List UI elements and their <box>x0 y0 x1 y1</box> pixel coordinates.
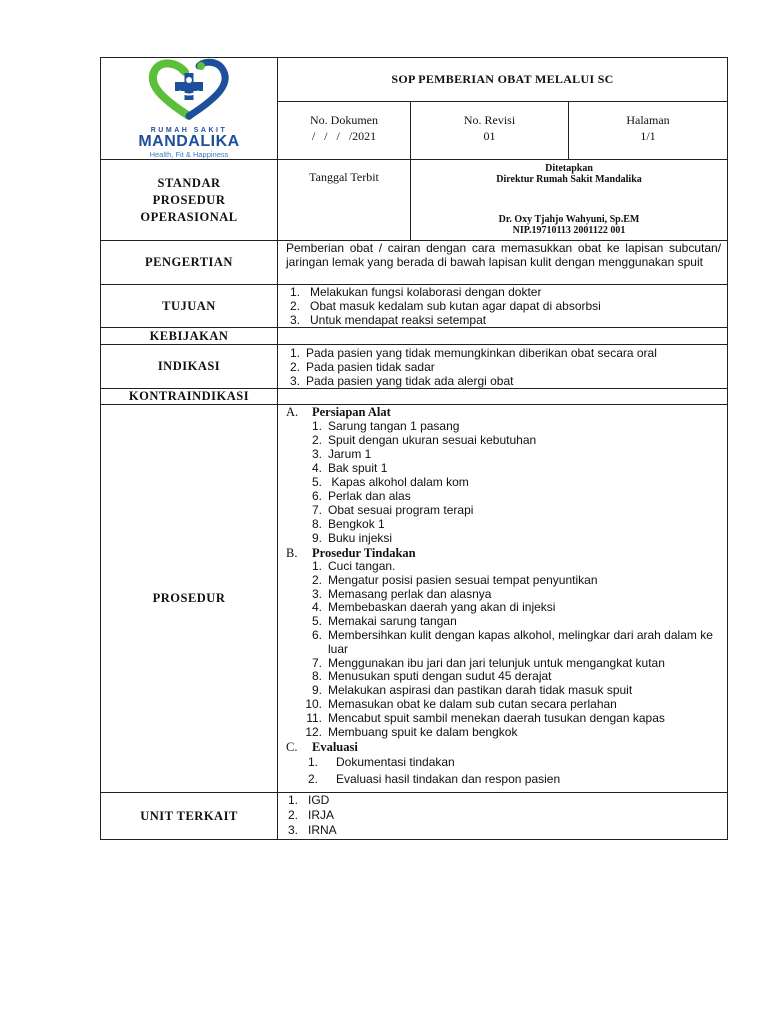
list-item-number: 2. <box>287 808 298 822</box>
list-item-number: 3. <box>287 823 298 837</box>
ditetapkan-cell <box>411 160 728 241</box>
list-item-text: Bengkok 1 <box>328 517 385 531</box>
list-item-text: Cuci tangan. <box>328 559 396 573</box>
section-c-letter: C. <box>286 740 298 755</box>
list-item-number: 3. <box>289 313 300 327</box>
list-item-text: Buku injeksi <box>328 531 393 545</box>
list-item-text: Mengatur posisi pasien sesuai tempat penyuntikan <box>328 572 598 587</box>
list-item-number: 1. <box>311 559 322 573</box>
list-item-number: 10. <box>305 696 322 711</box>
list-item-number: 1. <box>289 285 300 299</box>
list-item-text: Untuk mendapat reaksi setempat <box>310 313 487 327</box>
list-item-number: 2. <box>311 572 322 587</box>
unit-terkait-label: UNIT TERKAIT <box>101 793 278 840</box>
section-a-title: Persiapan Alat <box>312 405 391 419</box>
sop-table <box>100 57 728 840</box>
logo-line2: MANDALIKA <box>138 133 240 150</box>
list-item-text: Melakukan aspirasi dan pastikan darah tidak masuk spuit <box>328 683 633 698</box>
logo-tagline: Health, Fit & Happiness <box>149 150 229 159</box>
list-item-number: 5. <box>311 614 322 629</box>
list-item <box>286 285 727 299</box>
list-item-number: 1. <box>307 755 318 770</box>
list-item <box>300 771 727 788</box>
list-item-text: Evaluasi hasil tindakan dan respon pasien <box>336 771 561 786</box>
list-item <box>298 489 727 503</box>
indikasi-list-cell <box>278 345 728 389</box>
list-item-number: 9. <box>311 531 322 545</box>
list-item-number: 4. <box>311 600 322 615</box>
list-item <box>290 670 719 684</box>
tanggal-terbit-cell <box>278 160 411 241</box>
list-item <box>286 346 727 360</box>
list-item <box>300 754 727 771</box>
list-item-number: 6. <box>311 489 322 503</box>
list-item-text: Pada pasien yang tidak memungkinkan diberikan obat secara oral <box>306 346 657 360</box>
list-item <box>298 447 727 461</box>
kontraindikasi-label: KONTRAINDIKASI <box>101 389 278 405</box>
kebijakan-label: KEBIJAKAN <box>101 328 278 345</box>
list-item-text: Melakukan fungsi kolaborasi dengan dokter <box>310 285 542 299</box>
list-item <box>290 588 719 602</box>
list-item <box>284 823 727 838</box>
list-item-number: 11. <box>306 710 322 725</box>
section-c-title: Evaluasi <box>312 740 358 755</box>
list-item-number: 8. <box>311 669 322 684</box>
list-item <box>290 698 719 712</box>
list-item-number: 2. <box>289 360 300 374</box>
list-item <box>290 601 719 615</box>
list-item-number: 8. <box>311 517 322 531</box>
list-item-number: 7. <box>311 655 322 670</box>
list-item-text: Obat masuk kedalam sub kutan agar dapat di absorbsi <box>310 299 601 313</box>
revisi-label: No. Revisi <box>463 113 516 128</box>
tanggal-terbit-label: Tanggal Terbit <box>309 170 379 184</box>
sop-label-line1: STANDAR <box>157 175 221 190</box>
list-item-text: Membuang spuit ke dalam bengkok <box>328 724 518 739</box>
list-item-number: 7. <box>311 503 322 517</box>
list-item <box>290 657 719 671</box>
tujuan-label: TUJUAN <box>101 285 278 328</box>
list-item <box>298 475 727 489</box>
prosedur-content <box>278 405 728 793</box>
indikasi-label: INDIKASI <box>101 345 278 389</box>
list-item <box>286 360 727 374</box>
list-item-text: IRNA <box>308 823 337 837</box>
list-item <box>290 726 719 740</box>
list-item-number: 6. <box>311 627 322 642</box>
pengertian-text: Pemberian obat / cairan dengan cara memasukkan obat ke lapisan subcutan/ jaringan lemak yang berada di bawah lapisan kulit dengan menggunakan spuit <box>278 241 728 285</box>
list-item-number: 5. <box>311 475 322 489</box>
list-item <box>286 374 727 388</box>
list-item <box>286 299 727 313</box>
section-b-letter: B. <box>286 546 298 560</box>
list-item-text: Memakai sarung tangan <box>328 614 457 629</box>
list-item-text: Obat sesuai program terapi <box>328 503 474 517</box>
list-item-text: Pada pasien yang tidak ada alergi obat <box>306 374 514 388</box>
dokumen-label: No. Dokumen <box>310 113 378 128</box>
list-item <box>286 313 727 327</box>
list-item-number: 12. <box>305 724 322 739</box>
list-item-number: 3. <box>289 374 300 388</box>
document-title: SOP PEMBERIAN OBAT MELALUI SC <box>278 58 728 102</box>
list-item-text: Pada pasien tidak sadar <box>306 360 435 374</box>
logo-cell <box>101 58 278 160</box>
list-item-text: Bak spuit 1 <box>328 461 388 475</box>
list-item <box>290 629 719 657</box>
dokumen-cell <box>278 102 411 160</box>
list-item-number: 9. <box>311 683 322 698</box>
list-item-text: Sarung tangan 1 pasang <box>328 419 460 433</box>
list-item-number: 1. <box>311 419 322 433</box>
section-a-letter: A. <box>286 405 299 419</box>
list-item-text: Menggunakan ibu jari dan jari telunjuk untuk mengangkat kutan <box>328 655 665 670</box>
list-item <box>298 503 727 517</box>
tujuan-list-cell <box>278 285 728 328</box>
list-item-text: IRJA <box>308 808 335 822</box>
list-item-text: Jarum 1 <box>328 447 372 461</box>
kontraindikasi-content <box>278 389 728 405</box>
evaluasi-heading <box>286 740 727 754</box>
indikasi-list <box>286 346 727 388</box>
list-item <box>284 808 727 823</box>
prosedur-tindakan-heading <box>286 546 727 560</box>
list-item <box>290 684 719 698</box>
list-item-number: 2. <box>311 433 322 447</box>
list-item <box>290 712 719 726</box>
tujuan-list <box>286 285 727 327</box>
list-item-text: Menusukan sputi dengan sudut 45 derajat <box>328 669 552 684</box>
hospital-logo-icon <box>141 58 237 120</box>
list-item-text: Membebaskan daerah yang akan di injeksi <box>328 600 556 615</box>
list-item <box>298 433 727 447</box>
list-item <box>284 793 727 808</box>
prosedur-tindakan-list <box>286 560 727 739</box>
list-item-text: Membersihkan kulit dengan kapas alkohol, melingkar dari arah dalam ke luar <box>328 627 717 656</box>
list-item-text: Memasukan obat ke dalam sub cutan secara perlahan <box>328 696 617 711</box>
list-item-text: IGD <box>308 793 330 807</box>
list-item <box>298 461 727 475</box>
list-item <box>290 560 719 574</box>
list-item <box>290 574 719 588</box>
list-item-number: 4. <box>311 461 322 475</box>
halaman-label: Halaman <box>626 113 670 128</box>
sop-document <box>100 57 727 840</box>
list-item-text: Mencabut spuit sambil menekan daerah tusukan dengan kapas <box>328 710 665 725</box>
unit-terkait-list <box>284 793 727 838</box>
list-item-text: Kapas alkohol dalam kom <box>328 475 469 489</box>
list-item <box>298 419 727 433</box>
dokumen-value: / / / /2021 <box>311 129 377 144</box>
logo-line1: RUMAH SAKIT <box>150 127 228 134</box>
revisi-cell <box>411 102 569 160</box>
halaman-value: 1/1 <box>640 129 656 144</box>
direktur-name: Dr. Oxy Tjahjo Wahyuni, Sp.EM <box>498 214 640 225</box>
persiapan-alat-heading <box>286 405 727 419</box>
unit-terkait-cell <box>278 793 728 840</box>
list-item-text: Spuit dengan ukuran sesuai kebutuhan <box>328 433 537 447</box>
list-item-text: Memasang perlak dan alasnya <box>328 586 492 601</box>
list-item-number: 2. <box>307 771 318 786</box>
section-b-title: Prosedur Tindakan <box>312 546 416 560</box>
pengertian-label: PENGERTIAN <box>101 241 278 285</box>
sop-label-line3: OPERASIONAL <box>140 209 238 224</box>
revisi-value: 01 <box>483 129 496 144</box>
persiapan-alat-list <box>286 419 727 545</box>
evaluasi-list <box>286 754 727 787</box>
direktur-label: Direktur Rumah Sakit Mandalika <box>496 174 642 185</box>
list-item <box>298 531 727 545</box>
list-item <box>298 517 727 531</box>
kebijakan-content <box>278 328 728 345</box>
list-item-text: Dokumentasi tindakan <box>336 755 455 770</box>
list-item-number: 1. <box>287 793 298 807</box>
sop-label-line2: PROSEDUR <box>152 192 226 207</box>
list-item-number: 2. <box>289 299 300 313</box>
ditetapkan-label: Ditetapkan <box>545 163 593 174</box>
prosedur-label: PROSEDUR <box>101 405 278 793</box>
direktur-nip: NIP.19710113 2001122 001 <box>512 225 626 236</box>
list-item-number: 3. <box>311 586 322 601</box>
halaman-cell <box>569 102 728 160</box>
list-item <box>290 615 719 629</box>
sop-label-cell <box>101 160 278 241</box>
list-item-number: 3. <box>311 447 322 461</box>
list-item-text: Perlak dan alas <box>328 489 411 503</box>
list-item-number: 1. <box>289 346 300 360</box>
